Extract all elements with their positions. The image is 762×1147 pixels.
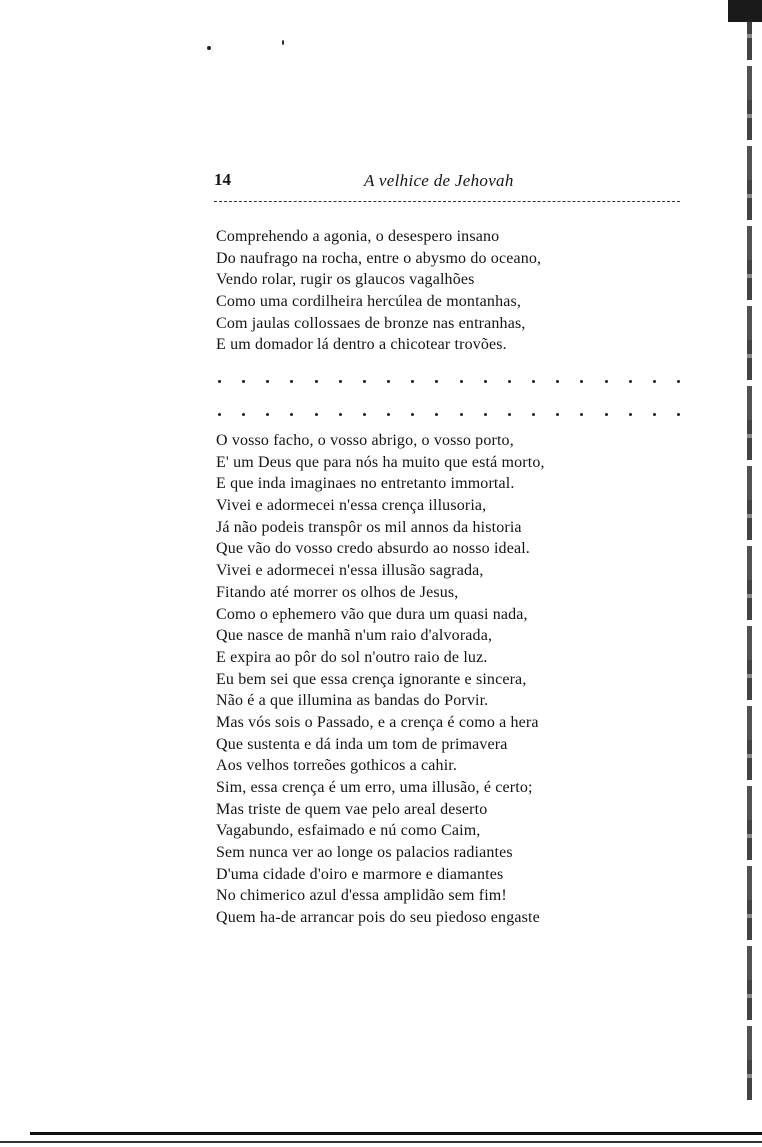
- poem-line: Que nasce de manhã n'um raio d'alvorada,: [216, 627, 493, 645]
- poem-line: Comprehendo a agonia, o desespero insano: [216, 228, 500, 245]
- poem-line: Vivei e adormecei n'essa illusão sagrada,: [216, 562, 484, 580]
- poem-line: Que vão do vosso credo absurdo ao nosso ideal.: [216, 540, 530, 558]
- poem-line: Mas vós sois o Passado, e a crença é como a hera: [216, 713, 539, 731]
- poem-line: Que sustenta e dá inda um tom de primavera: [216, 735, 508, 753]
- poem-line: Como uma cordilheira hercúlea de montanhas,: [216, 293, 522, 311]
- poem-line: Como o ephemero vão que dura um quasi nada,: [216, 605, 528, 623]
- poem-line: Mas triste de quem vae pelo areal deserto: [216, 800, 488, 818]
- poem-line: Vendo rolar, rugir os glaucos vagalhões: [216, 271, 475, 289]
- poem-line: Vivei e adormecei n'essa crença illusoria,: [216, 497, 487, 515]
- stanza-2: [216, 430, 545, 929]
- scan-right-edge: [747, 20, 752, 1100]
- poem-line: E' um Deus que para nós ha muito que está morto,: [216, 453, 545, 471]
- page-number: 14: [214, 170, 231, 189]
- poem-line: Já não podeis transpôr os mil annos da historia: [216, 518, 522, 536]
- ink-speck: [207, 46, 211, 50]
- poem-line: Vagabundo, esfaimado e nú como Caim,: [216, 822, 481, 840]
- poem-line: Do naufrago na rocha, entre o abysmo do oceano,: [216, 249, 542, 267]
- poem-line: No chimerico azul d'essa amplidão sem fim!: [216, 887, 507, 905]
- running-title: A velhice de Jehovah: [364, 171, 514, 190]
- poem-line: E que inda imaginaes no entretanto immortal.: [216, 475, 515, 493]
- poem-line: Fitando até morrer os olhos de Jesus,: [216, 583, 459, 601]
- poem-line: E expira ao pôr do sol n'outro raio de luz.: [216, 648, 488, 666]
- poem-line: Sim, essa crença é um erro, uma illusão, é certo;: [216, 779, 533, 796]
- poem-line: Sem nunca ver ao longe os palacios radiantes: [216, 844, 513, 862]
- stanza-1: [216, 226, 541, 356]
- page-header: [214, 170, 680, 194]
- header-rule: [214, 201, 680, 202]
- scan-bottom-edge: [30, 1132, 762, 1135]
- scan-corner-mark: [728, 0, 762, 22]
- poem-line: Com jaulas collossaes de bronze nas entranhas,: [216, 314, 526, 332]
- ellipsis-divider: [218, 376, 680, 386]
- ink-speck: [282, 40, 284, 45]
- poem-line: Não é a que illumina as bandas do Porvir.: [216, 692, 489, 710]
- poem-line: D'uma cidade d'oiro e marmore e diamantes: [216, 865, 504, 883]
- scan-bottom-edge-lower: [0, 1141, 762, 1143]
- ellipsis-divider: [218, 409, 680, 419]
- poem-line: E um domador lá dentro a chicotear trovões.: [216, 336, 507, 354]
- poem-line: Eu bem sei que essa crença ignorante e sincera,: [216, 670, 527, 688]
- poem-line: Aos velhos torreões gothicos a cahir.: [216, 757, 458, 775]
- poem-line: Quem ha-de arrancar pois do seu piedoso engaste: [216, 909, 540, 927]
- poem-line: O vosso facho, o vosso abrigo, o vosso porto,: [216, 432, 514, 449]
